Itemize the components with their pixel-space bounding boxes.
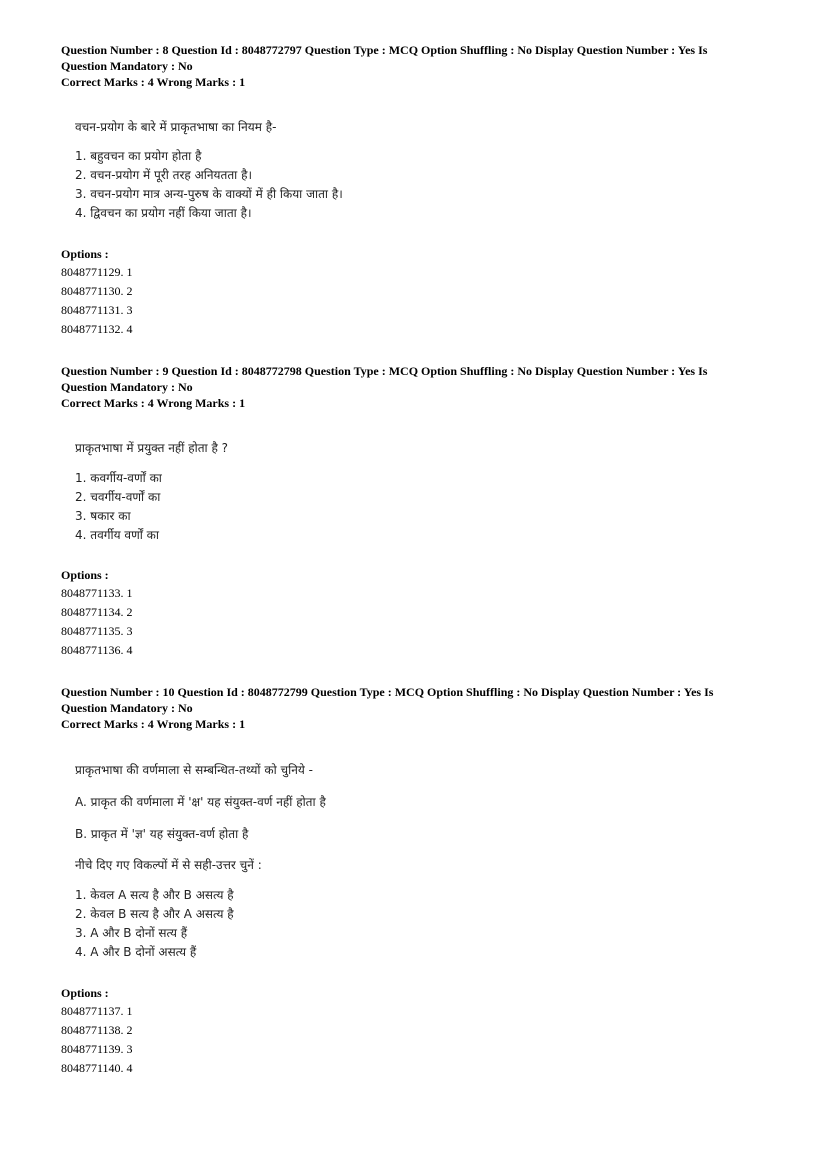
- answer-choice: 4. A और B दोनों असत्य हैं: [75, 945, 197, 959]
- question-stem: वचन-प्रयोग के बारे में प्राकृतभाषा का नियम है-: [75, 120, 277, 134]
- answer-choice-list: [75, 886, 234, 962]
- answer-choice: 3. वचन-प्रयोग मात्र अन्य-पुरुष के वाक्यों में ही किया जाता है।: [75, 187, 343, 201]
- answer-choice: 4. द्विवचन का प्रयोग नहीं किया जाता है।: [75, 206, 252, 220]
- option-id-item: 8048771136. 4: [61, 643, 133, 657]
- marks-line: Correct Marks : 4 Wrong Marks : 1: [61, 396, 246, 410]
- question-meta-line-1: Question Number : 10 Question Id : 8048772799 Question Type : MCQ Option Shuffling : No Display Question Number : Yes Is: [61, 685, 714, 699]
- question-meta-line-2: Question Mandatory : No: [61, 380, 193, 394]
- answer-choice: 1. केवल A सत्य है और B असत्य है: [75, 888, 234, 902]
- statement-b: B. प्राकृत में 'ज्ञ' यह संयुक्त-वर्ण होता है: [75, 827, 249, 841]
- answer-instruction: नीचे दिए गए विकल्पों में से सही-उत्तर चुनें :: [75, 858, 262, 872]
- option-id-item: 8048771131. 3: [61, 303, 133, 317]
- question-stem: प्राकृतभाषा में प्रयुक्त नहीं होता है ?: [75, 441, 229, 455]
- option-id-item: 8048771132. 4: [61, 322, 133, 336]
- question-block-8: [61, 42, 761, 342]
- answer-choice: 1. बहुवचन का प्रयोग होता है: [75, 149, 202, 163]
- answer-choice-list: [75, 469, 162, 545]
- answer-choice: 3. षकार का: [75, 509, 131, 523]
- option-id-item: 8048771140. 4: [61, 1061, 133, 1075]
- option-id-item: 8048771133. 1: [61, 586, 133, 600]
- answer-choice-list: [75, 147, 343, 223]
- options-heading: Options :: [61, 247, 109, 261]
- option-id-item: 8048771130. 2: [61, 284, 133, 298]
- question-meta-line-2: Question Mandatory : No: [61, 701, 193, 715]
- marks-line: Correct Marks : 4 Wrong Marks : 1: [61, 75, 246, 89]
- option-id-item: 8048771138. 2: [61, 1023, 133, 1037]
- options-heading: Options :: [61, 986, 109, 1000]
- question-meta-line-1: Question Number : 8 Question Id : 8048772797 Question Type : MCQ Option Shuffling : No Display Question Number : Yes Is: [61, 43, 708, 57]
- option-id-list: [61, 263, 133, 339]
- question-meta-line-1: Question Number : 9 Question Id : 8048772798 Question Type : MCQ Option Shuffling : No Display Question Number : Yes Is: [61, 364, 708, 378]
- question-block-9: [61, 363, 761, 663]
- answer-choice: 1. कवर्गीय-वर्णों का: [75, 471, 162, 485]
- question-meta: [61, 684, 761, 732]
- question-meta: [61, 42, 761, 90]
- answer-choice: 2. केवल B सत्य है और A असत्य है: [75, 907, 234, 921]
- option-id-item: 8048771139. 3: [61, 1042, 133, 1056]
- option-id-item: 8048771134. 2: [61, 605, 133, 619]
- marks-line: Correct Marks : 4 Wrong Marks : 1: [61, 717, 246, 731]
- question-block-10: [61, 684, 761, 1084]
- statement-a: A. प्राकृत की वर्णमाला में 'क्ष' यह संयुक्त-वर्ण नहीं होता है: [75, 795, 326, 809]
- answer-choice: 3. A और B दोनों सत्य हैं: [75, 926, 188, 940]
- option-id-item: 8048771129. 1: [61, 265, 133, 279]
- options-heading: Options :: [61, 568, 109, 582]
- question-meta-line-2: Question Mandatory : No: [61, 59, 193, 73]
- option-id-item: 8048771137. 1: [61, 1004, 133, 1018]
- question-stem: प्राकृतभाषा की वर्णमाला से सम्बन्धित-तथ्यों को चुनिये -: [75, 763, 313, 777]
- answer-choice: 4. तवर्गीय वर्णों का: [75, 528, 160, 542]
- option-id-list: [61, 584, 133, 660]
- option-id-list: [61, 1002, 133, 1078]
- answer-choice: 2. वचन-प्रयोग में पूरी तरह अनियतता है।: [75, 168, 253, 182]
- option-id-item: 8048771135. 3: [61, 624, 133, 638]
- answer-choice: 2. चवर्गीय-वर्णों का: [75, 490, 161, 504]
- question-meta: [61, 363, 761, 411]
